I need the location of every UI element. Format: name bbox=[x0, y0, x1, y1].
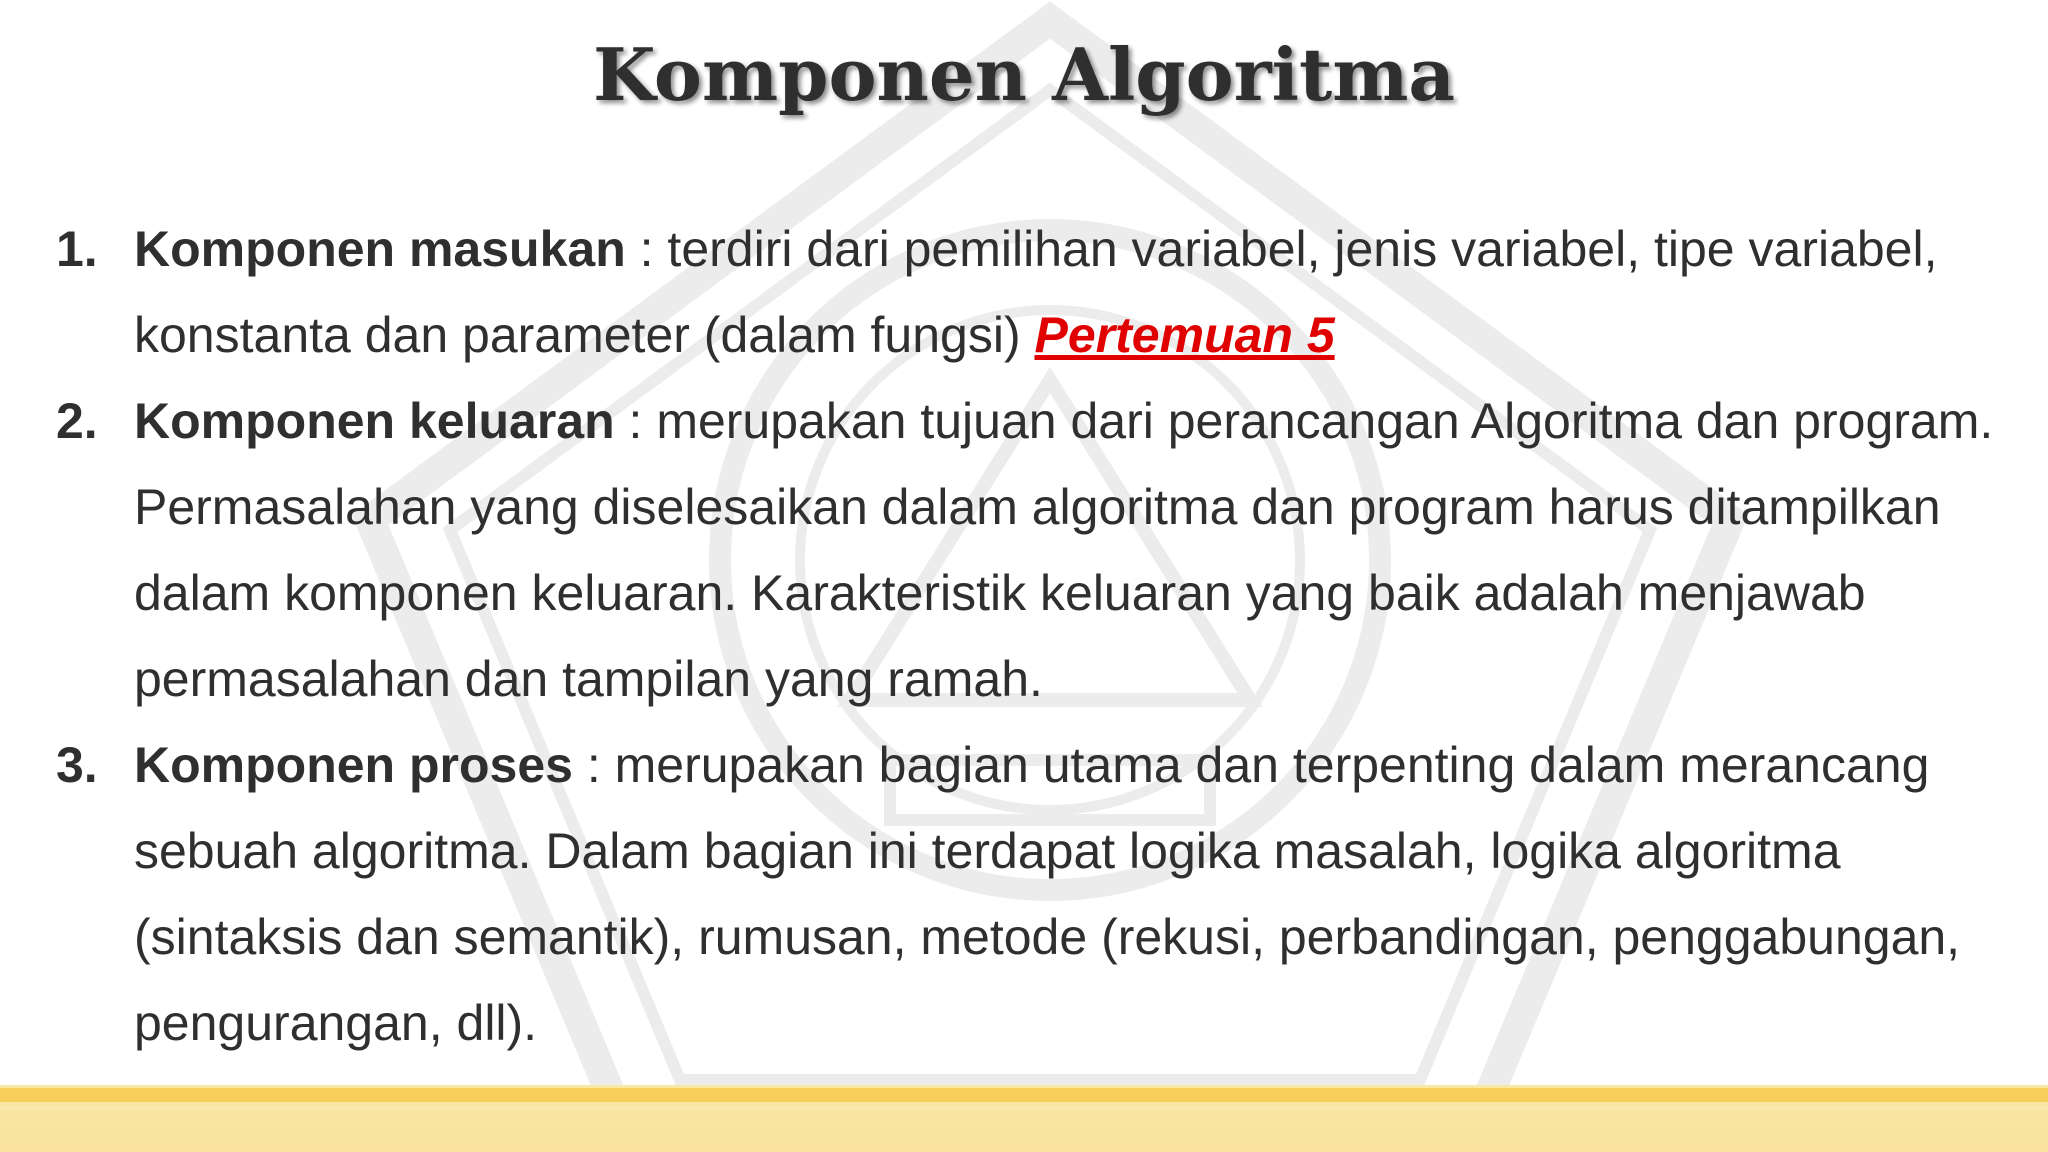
list-item-process bbox=[56, 722, 1996, 1066]
list-item-output bbox=[56, 378, 1996, 722]
item-body bbox=[134, 722, 1996, 1066]
item-description: : merupakan tujuan dari perancangan Algoritma dan program. Permasalahan yang diselesaikan dalam algoritma dan program harus ditampilkan dalam komponen keluaran. Karakteristik keluaran yang baik adalah menjawab permasalahan dan tampilan yang ramah. bbox=[134, 393, 1994, 707]
item-description: : merupakan bagian utama dan terpenting dalam merancang sebuah algoritma. Dalam bagian ini terdapat logika masalah, logika algoritma (sintaksis dan semantik), rumusan, metode (rekusi, perbandingan, penggabungan, pengurangan, dll). bbox=[134, 737, 1961, 1051]
item-term: Komponen masukan bbox=[134, 221, 626, 277]
item-body bbox=[134, 206, 1996, 378]
item-number: 1. bbox=[56, 221, 98, 277]
item-number: 2. bbox=[56, 393, 98, 449]
item-term: Komponen proses bbox=[134, 737, 573, 793]
list-item-input bbox=[56, 206, 1996, 378]
footer-stripe bbox=[0, 1088, 2048, 1102]
item-body bbox=[134, 378, 1996, 722]
item-term: Komponen keluaran bbox=[134, 393, 615, 449]
item-description: : terdiri dari pemilihan variabel, jenis variabel, tipe variabel, konstanta dan parameter (dalam fungsi) bbox=[134, 221, 1938, 363]
slide-title: Komponen Algoritma bbox=[592, 32, 1456, 117]
component-list bbox=[56, 206, 1996, 1066]
meeting-5-link[interactable]: Pertemuan 5 bbox=[1034, 307, 1335, 363]
item-number: 3. bbox=[56, 737, 98, 793]
footer-stripe-thin bbox=[0, 1106, 2048, 1109]
